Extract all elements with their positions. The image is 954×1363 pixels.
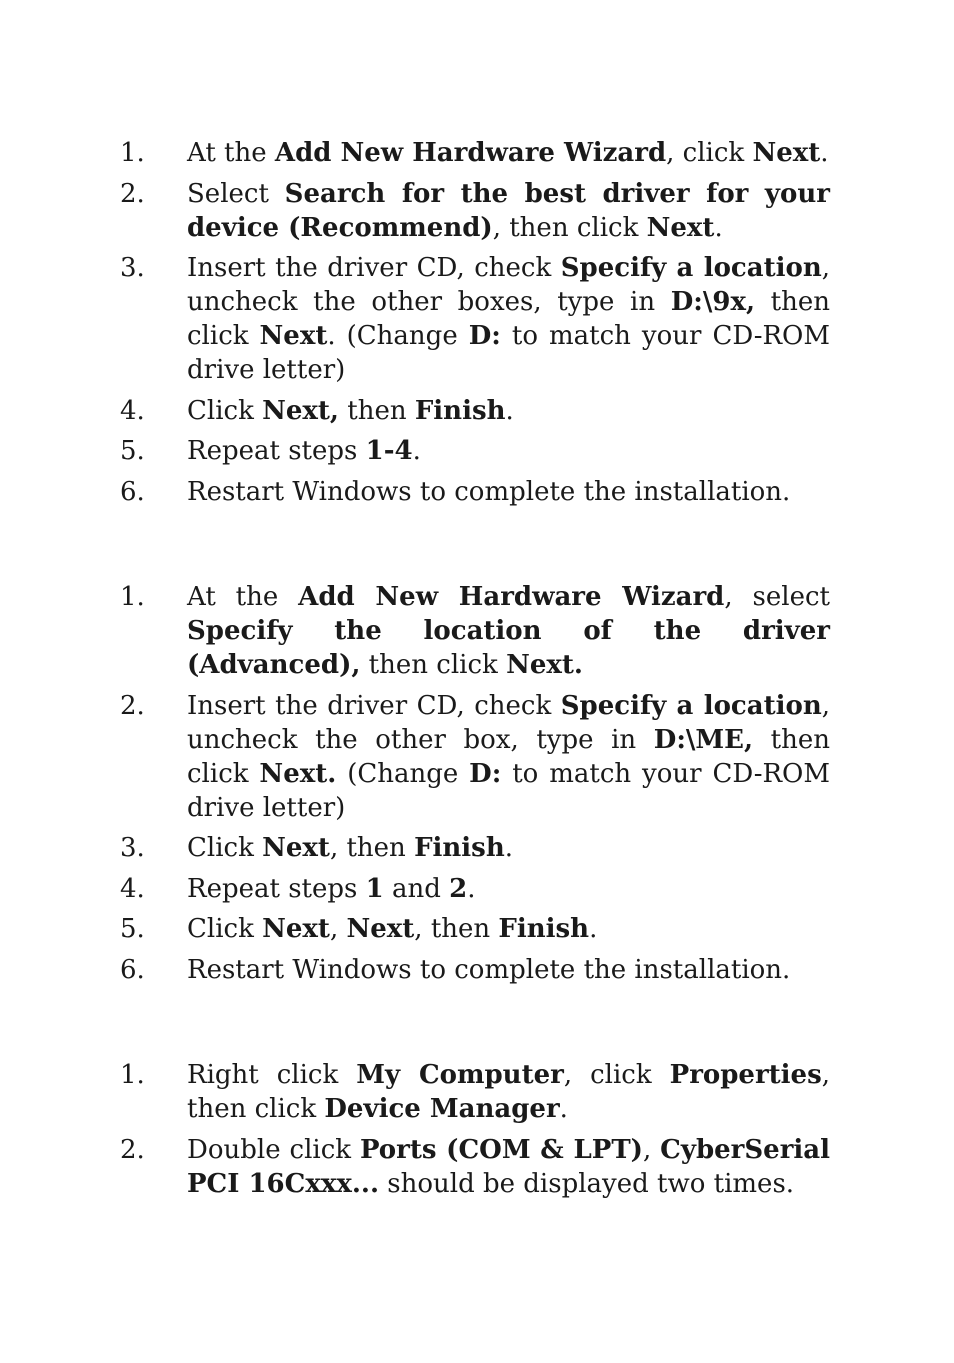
- step-number: 3.: [120, 253, 145, 283]
- step-text: [187, 1058, 830, 1126]
- step-number: 2.: [120, 1134, 145, 1165]
- step-number: 2.: [120, 178, 145, 209]
- step-text-bold: 2: [449, 873, 468, 904]
- step-text: [187, 475, 830, 509]
- step-text-run: , then click: [492, 212, 647, 243]
- step-text-run: and: [383, 873, 450, 904]
- step-number: 6.: [120, 954, 145, 985]
- step-text-bold: Specify a location: [560, 253, 822, 283]
- step-text-run: to match your CD-ROM drive letter): [187, 321, 830, 385]
- step-text-bold: Add New Hardware Wizard: [298, 582, 725, 612]
- step-text-run: , then click: [187, 1060, 830, 1124]
- step-text-run: At the: [187, 138, 275, 168]
- step-text-bold: Finish: [498, 914, 590, 944]
- step-text: [187, 136, 830, 170]
- step-item: [0, 580, 954, 682]
- step-number: 4.: [120, 395, 145, 426]
- step-text-bold: My Computer: [356, 1060, 564, 1090]
- step-text-run: Restart Windows to complete the installation.: [187, 954, 791, 985]
- step-text-bold: Specify the location of the driver (Advanced),: [187, 616, 830, 680]
- step-text-run: ,: [329, 914, 347, 944]
- step-text-run: , then: [329, 833, 415, 863]
- step-text-run: Repeat steps: [187, 873, 366, 904]
- step-text-run: then: [338, 395, 415, 426]
- step-text: [187, 434, 830, 468]
- step-text-run: Click: [187, 914, 263, 944]
- step-number: 2.: [120, 690, 145, 721]
- step-text-run: .: [714, 212, 723, 243]
- step-text-bold: Finish: [414, 833, 505, 863]
- step-item: [0, 872, 954, 906]
- step-text-run: , click: [666, 138, 753, 168]
- step-text-run: Insert the driver CD, check: [187, 253, 561, 283]
- step-text-run: .: [505, 395, 514, 426]
- step-item: [0, 251, 954, 387]
- step-text: [187, 953, 830, 987]
- step-item: [0, 434, 954, 468]
- step-text-bold: D:: [468, 321, 501, 351]
- step-text-bold: Ports (COM & LPT): [359, 1134, 643, 1165]
- step-text-run: then click: [187, 724, 830, 789]
- step-text-bold: Next: [262, 914, 330, 944]
- step-text-run: .: [820, 138, 829, 168]
- step-text: [187, 689, 830, 825]
- step-text-bold: Add New Hardware Wizard: [274, 138, 667, 168]
- step-text-run: Insert the driver CD, check: [187, 690, 561, 721]
- step-text-run: ,: [642, 1134, 661, 1165]
- step-text-run: should be displayed two times.: [379, 1168, 795, 1199]
- step-text-bold: D:\ME,: [653, 724, 754, 755]
- step-text-run: (Change: [336, 758, 470, 789]
- step-item: [0, 689, 954, 825]
- step-item: [0, 394, 954, 428]
- step-text-run: .: [504, 833, 513, 863]
- step-number: 3.: [120, 833, 145, 863]
- install-steps-list-me: [0, 580, 954, 993]
- step-text-run: , click: [563, 1060, 670, 1090]
- step-text-run: At the: [187, 582, 299, 612]
- step-text-run: Right click: [187, 1060, 357, 1090]
- step-text-bold: Search for the best driver for your device (Recommend): [187, 178, 830, 243]
- step-item: [0, 953, 954, 987]
- step-item: [0, 912, 954, 946]
- step-number: 1.: [120, 138, 145, 168]
- step-text-run: , then: [414, 914, 499, 944]
- step-item: [0, 177, 954, 245]
- step-number: 6.: [120, 476, 145, 507]
- step-text-bold: D:\9x,: [670, 287, 756, 317]
- step-item: [0, 831, 954, 865]
- step-text: [187, 872, 830, 906]
- step-text: [187, 580, 830, 682]
- step-text-run: then click: [187, 287, 831, 351]
- step-text-run: , select: [724, 582, 830, 612]
- step-text-run: .: [412, 436, 421, 466]
- step-text-bold: 1: [365, 873, 384, 904]
- step-number: 1.: [120, 582, 145, 612]
- step-item: [0, 475, 954, 509]
- step-text-run: , uncheck the other box, type in: [187, 690, 830, 755]
- step-item: [0, 136, 954, 170]
- step-text-run: Select: [187, 178, 285, 209]
- step-text-run: .: [559, 1094, 568, 1124]
- step-text-run: Click: [187, 395, 263, 426]
- step-text: [187, 177, 830, 245]
- step-text-bold: Next,: [262, 395, 339, 426]
- step-item: [0, 1133, 954, 1201]
- step-text: [187, 1133, 830, 1201]
- step-text-bold: Device Manager: [324, 1094, 560, 1124]
- verify-steps-list: [0, 1058, 954, 1207]
- step-text-bold: Next: [262, 833, 330, 863]
- step-text: [187, 394, 830, 428]
- step-text: [187, 831, 830, 865]
- step-text-run: to match your CD-ROM drive letter): [187, 758, 830, 823]
- step-text-run: , uncheck the other boxes, type in: [187, 253, 830, 317]
- step-text-bold: CyberSerial PCI 16Cxxx...: [187, 1134, 830, 1199]
- step-text-bold: Next: [259, 321, 328, 351]
- step-item: [0, 1058, 954, 1126]
- step-text-bold: Next.: [259, 758, 337, 789]
- step-text-run: then click: [360, 650, 507, 680]
- step-text-bold: Next: [752, 138, 821, 168]
- step-text-bold: Next: [646, 212, 715, 243]
- step-number: 5.: [120, 914, 145, 944]
- step-number: 1.: [120, 1060, 145, 1090]
- step-text-bold: 1-4: [365, 436, 413, 466]
- step-text-bold: Finish: [414, 395, 506, 426]
- step-text-bold: Next: [346, 914, 415, 944]
- step-text-run: Double click: [187, 1134, 360, 1165]
- step-text-bold: D:: [469, 758, 502, 789]
- step-text: [187, 912, 830, 946]
- install-steps-list-9x: [0, 136, 954, 515]
- step-text-run: Repeat steps: [187, 436, 366, 466]
- step-text-run: Click: [187, 833, 263, 863]
- step-text-run: . (Change: [327, 321, 469, 351]
- step-text-bold: Properties: [669, 1060, 822, 1090]
- step-number: 4.: [120, 873, 145, 904]
- step-text-bold: Next.: [506, 650, 583, 680]
- step-number: 5.: [120, 436, 145, 466]
- step-text-run: .: [467, 873, 476, 904]
- step-text: [187, 251, 830, 387]
- step-text-run: .: [589, 914, 598, 944]
- step-text-run: Restart Windows to complete the installation.: [187, 476, 791, 507]
- step-text-bold: Specify a location: [560, 690, 822, 721]
